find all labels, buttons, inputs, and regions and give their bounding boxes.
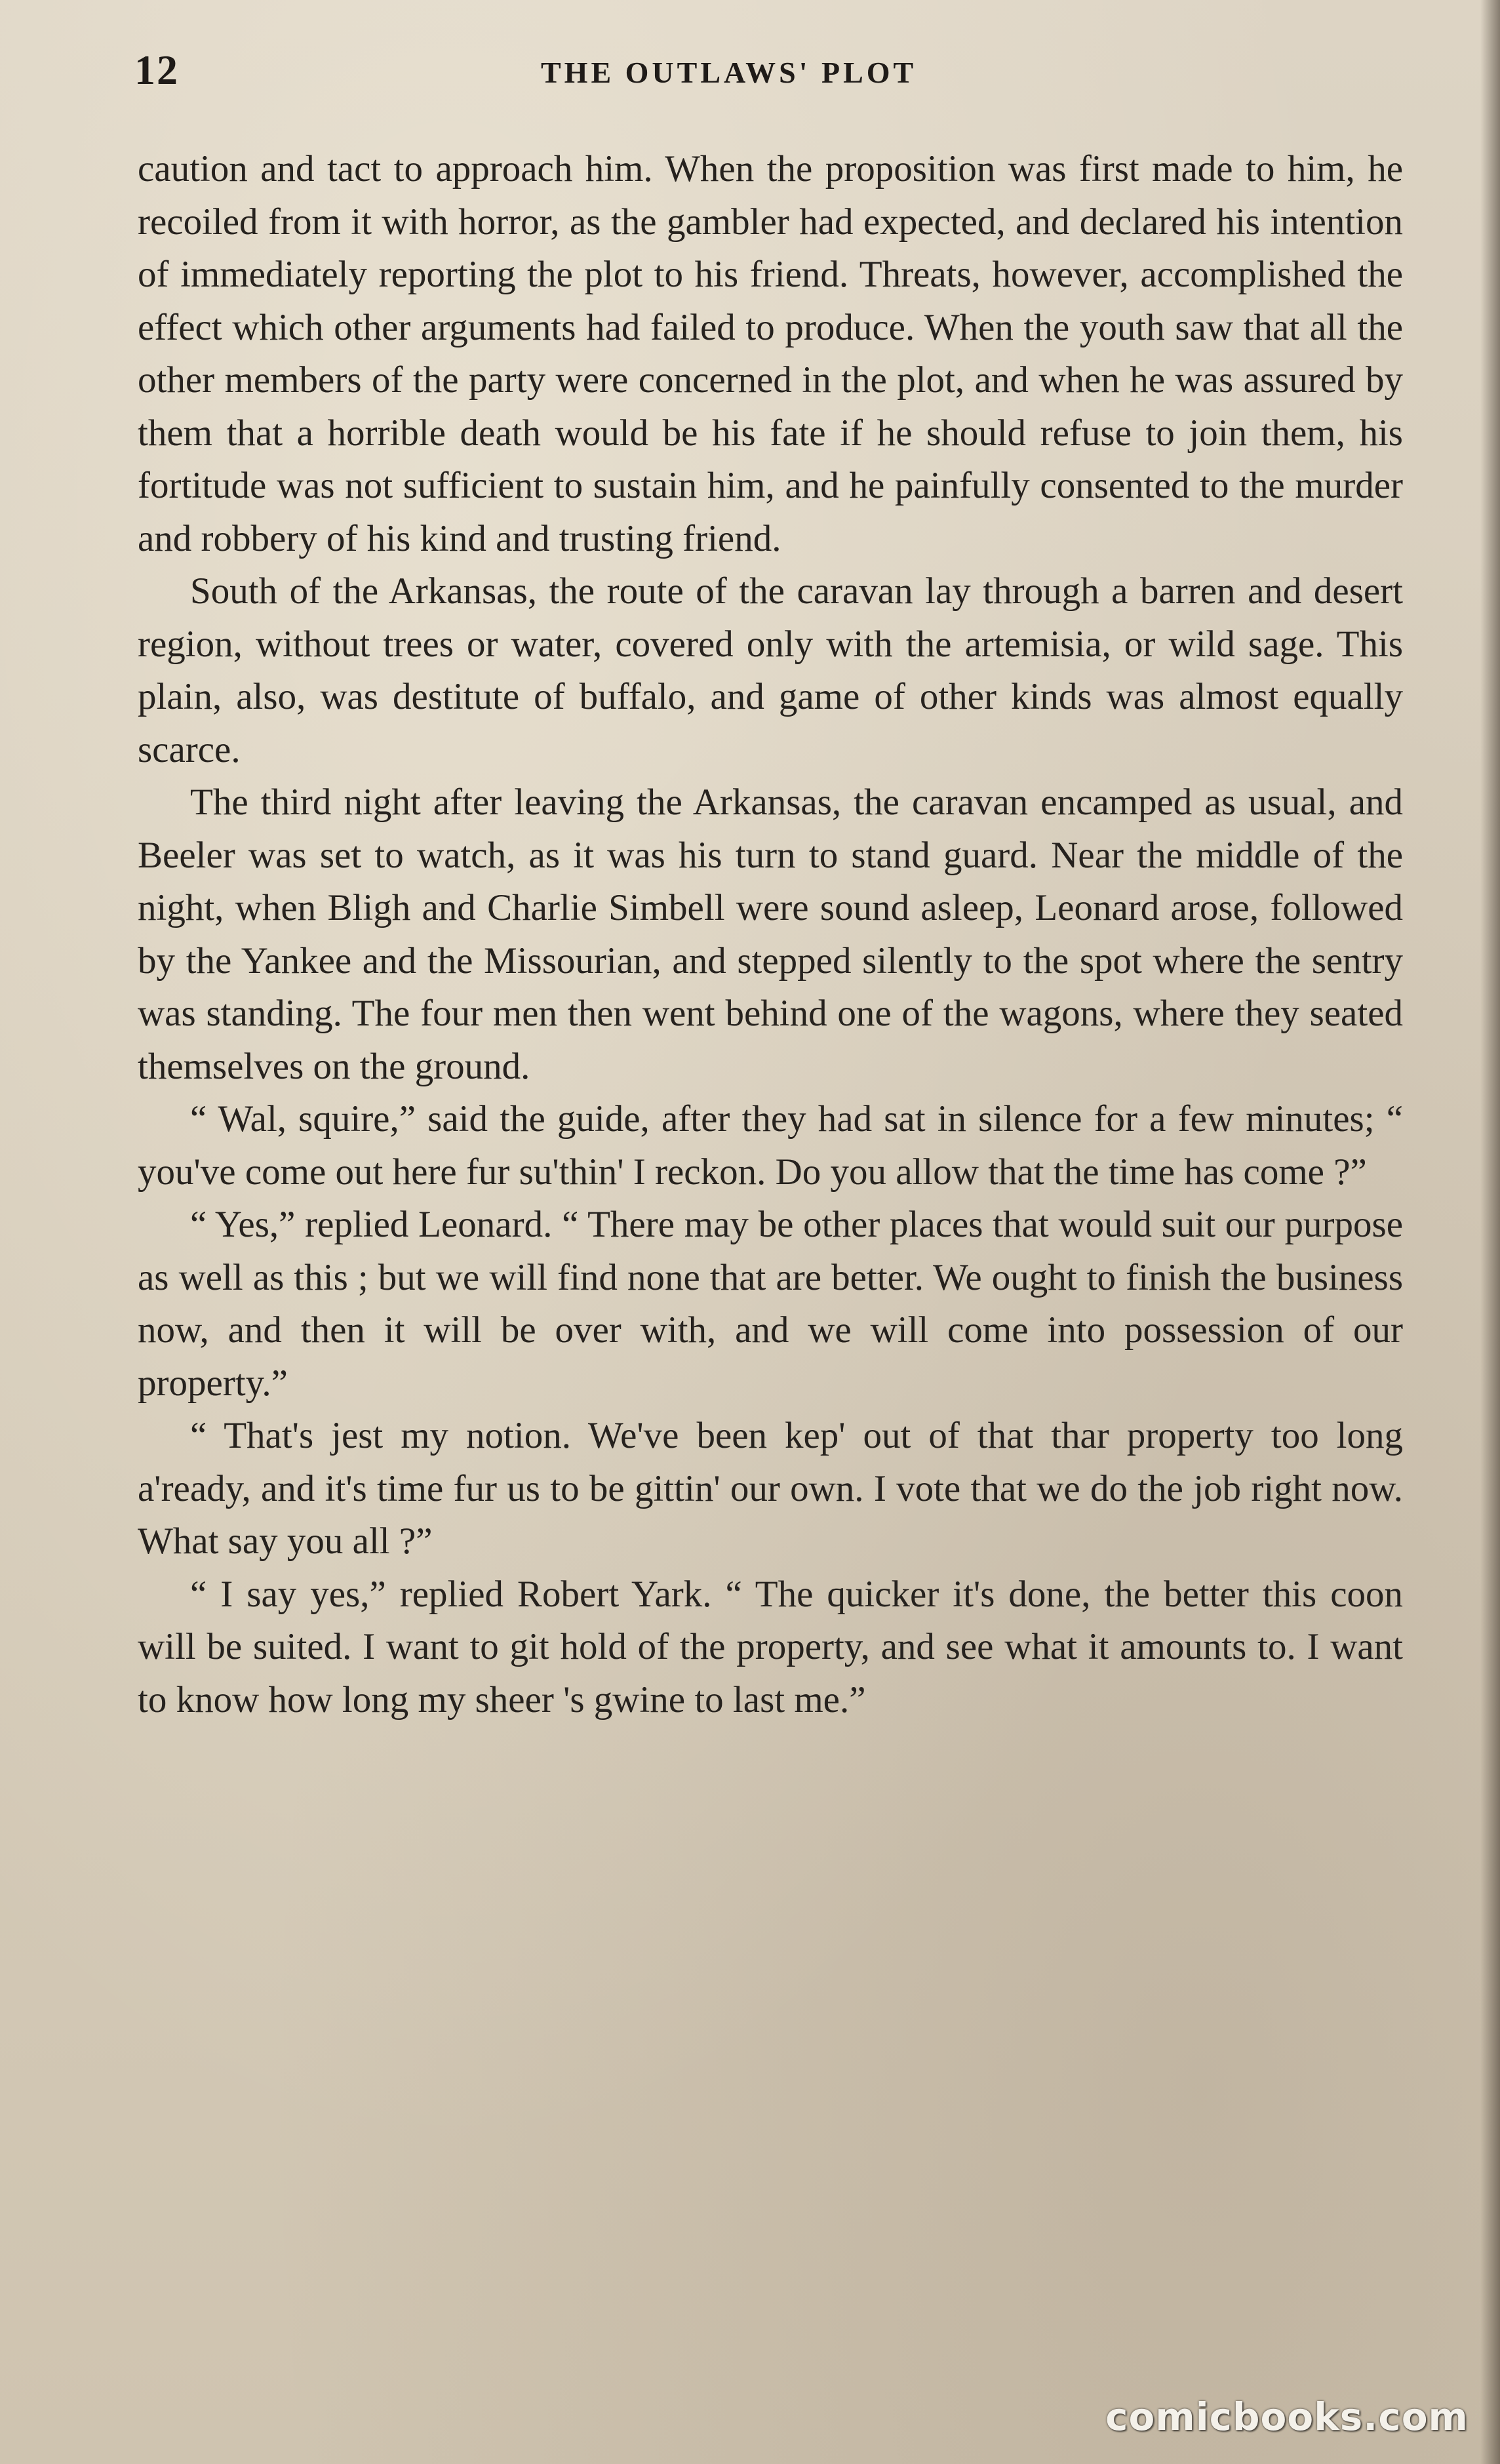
- page-header: [134, 46, 1406, 98]
- paragraph: “ I say yes,” replied Robert Yark. “ The quicker it's done, the better this coon will be suited. I want to git hold of the property, and see what it amounts to. I want to know how long my sheer 's gwine to last me.”: [138, 1573, 1403, 1720]
- running-head: THE OUTLAWS' PLOT: [541, 56, 917, 89]
- paragraph: “ Yes,” replied Leonard. “ There may be other places that would suit our purpose as well as this ; but we will find none that are better. We ought to finish the business now, and then it will be over with, and we will come into possession of our property.”: [138, 1204, 1403, 1404]
- page-edge-shadow: [1480, 0, 1500, 2464]
- watermark: comicbooks.com: [1105, 2394, 1469, 2439]
- paragraph: The third night after leaving the Arkansas, the caravan encamped as usual, and Beeler was set to watch, as it was his turn to stand guard. Near the middle of the night, when Bligh and Charlie Simbell were sound asleep, Leonard arose, followed by the Yankee and the Missourian, and stepped silently to the spot where the sentry was standing. The four men then went behind one of the wagons, where they seated themselves on the ground.: [138, 782, 1403, 1087]
- paragraph: “ That's jest my notion. We've been kep' out of that thar property too long a'ready, and it's time fur us to be gittin' our own. I vote that we do the job right now. What say you all ?”: [138, 1415, 1403, 1562]
- body-text: [138, 143, 1403, 1726]
- paragraph: South of the Arkansas, the route of the caravan lay through a barren and desert region, without trees or water, covered only with the artemisia, or wild sage. This plain, also, was destitute of buffalo, and game of other kinds was almost equally scarce.: [138, 570, 1403, 770]
- paragraph: caution and tact to approach him. When the proposition was first made to him, he recoiled from it with horror, as the gambler had expected, and declared his intention of immediately reporting the plot to his friend. Threats, however, accomplished the effect which other arguments had failed to produce. When the youth saw that all the other members of the party were concerned in the plot, and when he was assured by them that a horrible death would be his fate if he should refuse to join them, his fortitude was not sufficient to sustain him, and he painfully consented to the murder and robbery of his kind and trusting friend.: [138, 148, 1403, 559]
- paragraph: “ Wal, squire,” said the guide, after they had sat in silence for a few minutes; “ you've come out here fur su'thin' I reckon. Do you allow that the time has come ?”: [138, 1098, 1403, 1193]
- page-number: 12: [134, 47, 179, 93]
